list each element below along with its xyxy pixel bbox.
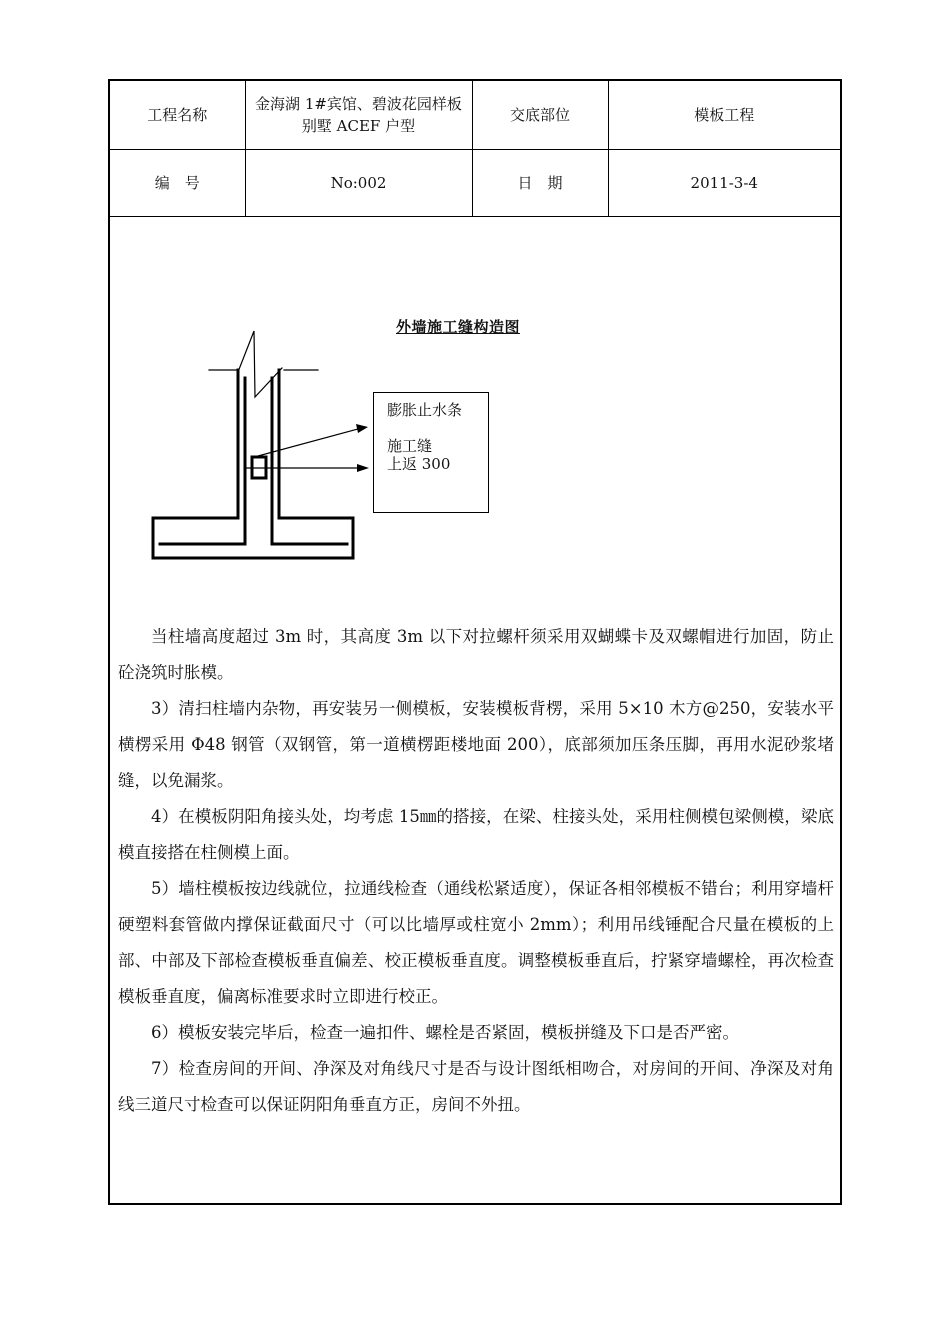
- paragraph: 7）检查房间的开间、净深及对角线尺寸是否与设计图纸相吻合，对房间的开间、净深及对角线三道尺寸检查可以保证阴阳角垂直方正，房间不外扭。: [118, 1059, 834, 1114]
- label-upturn: 上返 300: [387, 455, 451, 473]
- header-table: [110, 81, 840, 217]
- content-area: [110, 216, 840, 1203]
- paragraph: 当柱墙高度超过 3m 时，其高度 3m 以下对拉螺杆须采用双蝴蝶卡及双螺帽进行加固，防止砼浇筑时胀模。: [118, 627, 834, 682]
- label-construction-joint: 施工缝: [387, 437, 433, 455]
- paragraph: 3）清扫柱墙内杂物，再安装另一侧模板，安装模板背楞，采用 5×10 木方@250，安装水平横楞采用 Φ48 钢管（双钢管，第一道横楞距楼地面 200），底部须加压条压脚，再用水泥砂浆堵缝，以免漏浆。: [118, 699, 834, 790]
- date-value: 2011-3-4: [608, 149, 840, 216]
- project-name: 金海湖 1#宾馆、碧波花园样板别墅 ACEF 户型: [245, 81, 472, 149]
- paragraph: 4）在模板阴阳角接头处，均考虑 15㎜的搭接，在梁、柱接头处，采用柱侧模包梁侧模，梁底模直接搭在柱侧模上面。: [118, 807, 834, 862]
- label-water-stop: 膨胀止水条: [387, 401, 463, 419]
- number-value: No:002: [245, 149, 472, 216]
- paragraph: 5）墙柱模板按边线就位，拉通线检查（通线松紧适度），保证各相邻模板不错台；利用穿墙杆硬塑料套管做内撑保证截面尺寸（可以比墙厚或柱宽小 2mm）；利用吊线锤配合尺量在模板的上部、中部及下部检查模板垂直偏差、校正模板垂直度。调整模板垂直后，拧紧穿墙螺栓，再次检查模板垂直度，偏离标准要求时立即进行校正。: [118, 879, 834, 1006]
- location-label: 交底部位: [472, 81, 608, 149]
- arrow-head-1: [356, 424, 368, 433]
- date-label: 日 期: [472, 149, 608, 216]
- label-box: [373, 392, 489, 513]
- document-page: [108, 79, 842, 1205]
- project-label: 工程名称: [110, 81, 245, 149]
- figure-title: 外墙施工缝构造图: [396, 318, 521, 336]
- paragraph: 6）模板安装完毕后，检查一遍扣件、螺栓是否紧固，模板拼缝及下口是否严密。: [151, 1023, 739, 1042]
- location-value: 模板工程: [608, 81, 840, 149]
- body-text: [118, 619, 834, 1123]
- arrow-head-2: [357, 464, 369, 472]
- number-label: 编 号: [110, 149, 245, 216]
- footing-outline: [153, 518, 353, 558]
